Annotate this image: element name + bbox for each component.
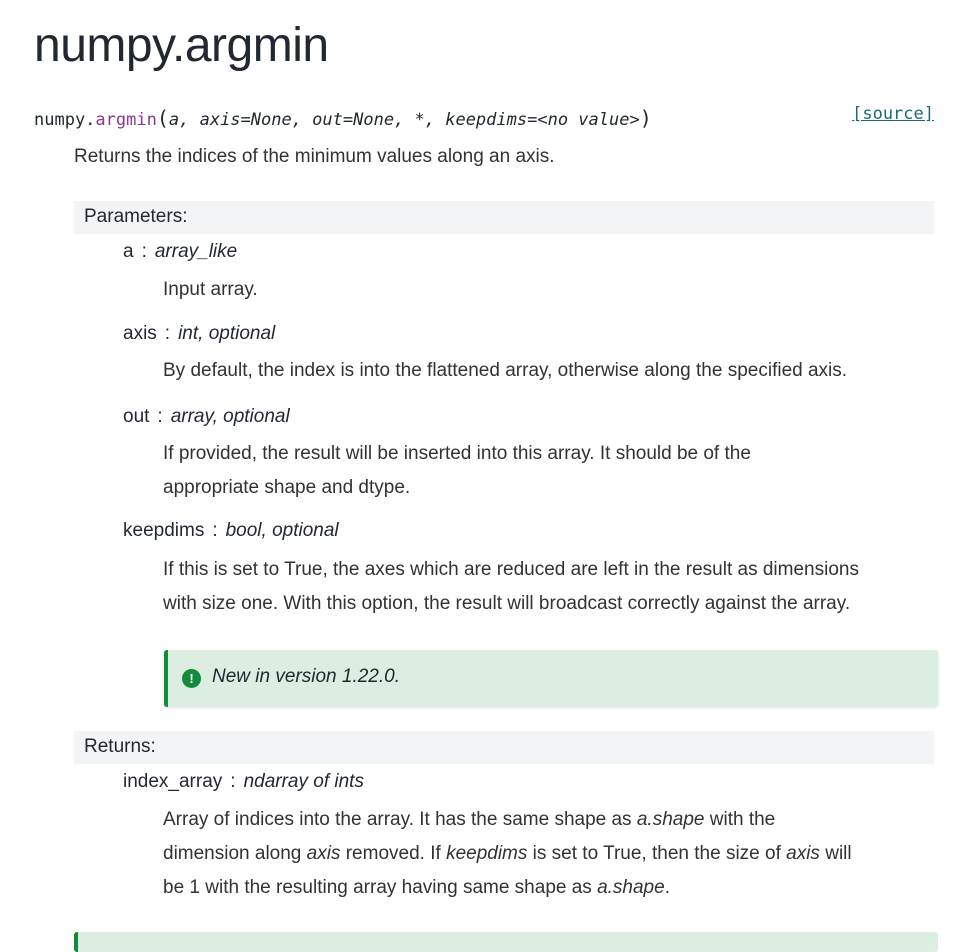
summary-text: Returns the indices of the minimum values along an axis. (74, 146, 555, 167)
return-name: index_array (123, 771, 223, 792)
admonition-text: New in version 1.22.0. (212, 666, 400, 687)
return-desc (163, 803, 938, 905)
desc-line: dimension along axis removed. If keepdims is set to True, then the size of axis will (163, 843, 852, 864)
desc-line: be 1 with the resulting array having same shape as a.shape. (163, 877, 670, 898)
desc-line: If this is set to True, the axes which are reduced are left in the result as dimensions (163, 559, 859, 580)
signature-close-paren: ) (639, 106, 652, 130)
signature-module: numpy. (34, 110, 96, 130)
desc-line: with size one. With this option, the result will broadcast correctly against the array. (163, 593, 851, 614)
returns-header (74, 731, 934, 764)
returns-label: Returns: (84, 736, 156, 757)
param-name: axis (123, 323, 157, 344)
param-axis: axis : int, optional (123, 323, 276, 344)
signature-args: a, axis=None, out=None, *, keepdims=<no value> (168, 110, 640, 130)
source-link[interactable]: [source] (852, 104, 934, 124)
param-desc (163, 553, 938, 621)
version-admonition (164, 650, 938, 707)
next-admonition-edge (74, 932, 938, 952)
param-type: int, optional (178, 323, 276, 344)
param-out: out : array, optional (123, 406, 290, 427)
parameters-label: Parameters: (84, 206, 188, 227)
param-a: a : array_like (123, 241, 238, 262)
desc-line: If provided, the result will be inserted into this array. It should be of the (163, 443, 751, 464)
param-desc: By default, the index is into the flattened array, otherwise along the specified axis. (163, 360, 848, 381)
page-title: numpy.argmin (34, 19, 329, 72)
param-desc (163, 437, 938, 505)
desc-line: appropriate shape and dtype. (163, 477, 411, 498)
param-name: a (123, 241, 134, 262)
param-keepdims: keepdims : bool, optional (123, 520, 339, 541)
desc-line: Array of indices into the array. It has the same shape as a.shape with the (163, 809, 776, 830)
signature-function-name: argmin (95, 110, 157, 130)
parameters-header (74, 201, 934, 234)
param-desc: Input array. (163, 279, 258, 300)
param-type: bool, optional (225, 520, 339, 541)
return-type: ndarray of ints (243, 771, 364, 792)
param-type: array_like (154, 241, 238, 262)
param-name: out (123, 406, 150, 427)
exclamation-icon: ! (182, 669, 201, 688)
param-name: keepdims (123, 520, 205, 541)
return-index-array: index_array : ndarray of ints (123, 771, 364, 792)
param-type: array, optional (170, 406, 290, 427)
signature-open-paren: ( (156, 106, 169, 130)
function-signature (34, 106, 934, 132)
